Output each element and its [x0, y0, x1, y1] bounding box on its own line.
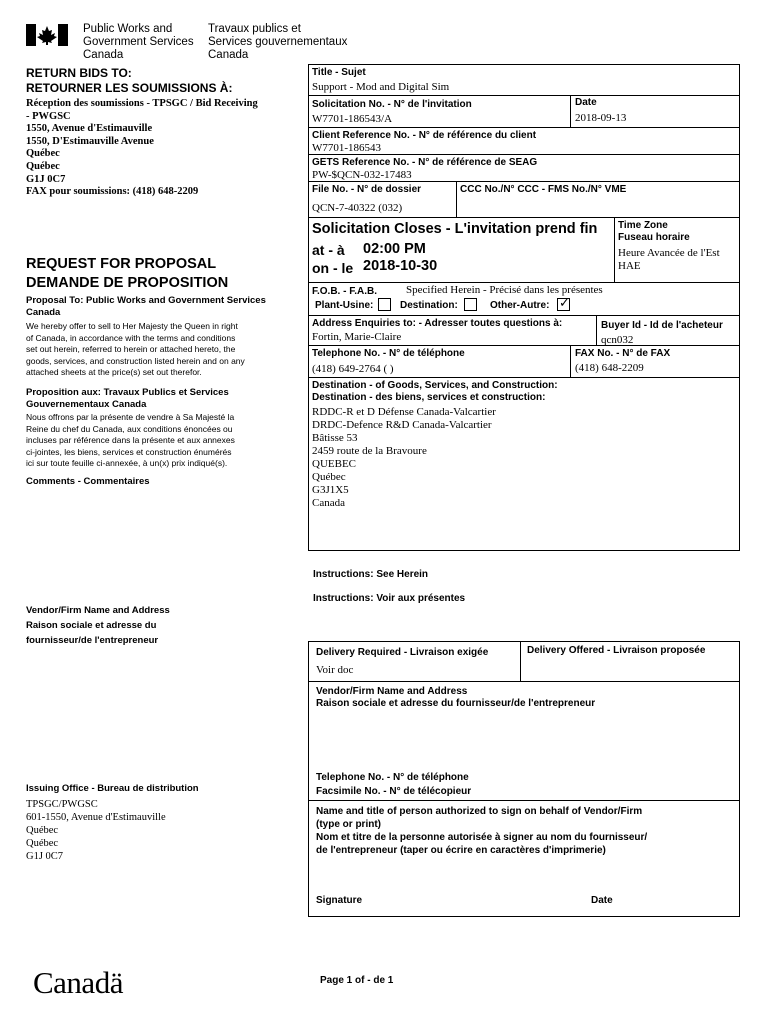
- instructions-en: Instructions: See Herein: [313, 569, 429, 580]
- return-bids-address: Réception des soumissions - TPSGC / Bid Receiving - PWGSC 1550, Avenue d'Estimauville 1550, D'Estimauville Avenue Québec Québec G1J 0C7 FAX pour soumissions: (418) 648-2209: [26, 98, 258, 198]
- destination-checkbox[interactable]: [464, 298, 477, 311]
- delivery-offered-label: Delivery Offered - Livraison proposée: [527, 645, 706, 656]
- department-name-en: Public Works and Government Services Canada: [83, 23, 194, 61]
- buyer-id-value: qcn032: [601, 334, 634, 346]
- plant-usine-label: Plant-Usine:: [315, 300, 374, 311]
- signature-label: Signature: [316, 895, 363, 906]
- canada-wordmark: Canadä: [33, 965, 123, 1000]
- issuing-office-address: TPSGC/PWGSC 601-1550, Avenue d'Estimauville Québec Québec G1J 0C7: [26, 799, 166, 862]
- authorized-person-label: Name and title of person authorized to sign on behalf of Vendor/Firm (type or print) Nom et titre de la personne autorisée à signer au nom du fournisseur/ de l'entrepreneur (taper ou écrire en caractères d'imprimerie): [316, 806, 648, 856]
- delivery-required-label: Delivery Required - Livraison exigée: [316, 647, 489, 658]
- destination-address: RDDC-R et D Défense Canada-Valcartier DRDC-Defence R&D Canada-Valcartier Bâtisse 53 2459 route de la Bravoure QUEBEC Québec G3J1X5 Canada: [312, 406, 496, 509]
- address-enquiries-value: Fortin, Marie-Claire: [312, 331, 402, 343]
- other-autre-checkbox[interactable]: [557, 298, 570, 311]
- time-zone-value: Heure Avancée de l'Est HAE: [618, 247, 720, 272]
- proposition-heading: Proposition aux: Travaux Publics et Services Gouvernementaux Canada: [26, 387, 229, 410]
- title-value: Support - Mod and Digital Sim: [312, 81, 450, 93]
- delivery-required-value: Voir doc: [316, 664, 354, 676]
- other-autre-label: Other-Autre:: [490, 300, 550, 311]
- comments-label: Comments - Commentaires: [26, 476, 150, 487]
- page-number: Page 1 of - de 1: [320, 975, 394, 986]
- fob-value: Specified Herein - Précisé dans les présentes: [406, 284, 603, 296]
- instructions-fr: Instructions: Voir aux présentes: [313, 593, 466, 604]
- rfp-title: REQUEST FOR PROPOSAL DEMANDE DE PROPOSITION: [26, 256, 229, 291]
- check-mark-icon: ✓: [559, 296, 570, 311]
- vendor-phone-fax-label: Telephone No. - N° de téléphone Facsimile No. - N° de télécopieur: [316, 772, 472, 797]
- vendor-name-address-label: Vendor/Firm Name and Address Raison sociale et adresse du fournisseur/de l'entrepreneur: [316, 686, 596, 709]
- client-reference-value: W7701-186543: [312, 142, 382, 154]
- return-bids-title: RETURN BIDS TO: RETOURNER LES SOUMISSIONS À:: [26, 66, 233, 95]
- file-number-value: QCN-7-40322 (032): [312, 202, 403, 214]
- solicitation-closes-title: Solicitation Closes - L'invitation prend fin: [312, 221, 598, 237]
- file-number-label: File No. - N° de dossier: [312, 184, 422, 195]
- proposition-text: Nous offrons par la présente de vendre à Sa Majesté la Reine du chef du Canada, aux conditions énoncées ou incluses par référence dans la présente et aux annexes ci-jointes, les biens, services et construction énumérés ici sur toute feuille ci-annexée, à un(x) prix indiqué(s).: [26, 412, 235, 468]
- solicitation-number-value: W7701-186543/A: [312, 113, 393, 125]
- canada-flag-logo: [26, 24, 68, 46]
- closing-date-label: on - le: [312, 260, 354, 276]
- issuing-office-label: Issuing Office - Bureau de distribution: [26, 783, 199, 794]
- solicitation-number-label: Solicitation No. - N° de l'invitation: [312, 99, 472, 110]
- buyer-id-label: Buyer Id - Id de l'acheteur: [601, 320, 723, 331]
- plant-usine-checkbox[interactable]: [378, 298, 391, 311]
- fax-value: (418) 648-2209: [575, 362, 644, 374]
- date-label: Date: [575, 97, 597, 108]
- signature-date-label: Date: [591, 895, 613, 906]
- destination-goods-label: Destination - of Goods, Services, and Construction: Destination - des biens, services et construction:: [312, 380, 558, 403]
- closing-time-value: 02:00 PM: [363, 241, 426, 257]
- fax-label: FAX No. - N° de FAX: [575, 348, 671, 359]
- gets-reference-label: GETS Reference No. - N° de référence de SEAG: [312, 157, 538, 168]
- gets-reference-value: PW-$QCN-032-17483: [312, 169, 412, 181]
- ccc-number-label: CCC No./N° CCC - FMS No./N° VME: [460, 184, 627, 195]
- date-value: 2018-09-13: [575, 112, 627, 124]
- destination-label: Destination:: [400, 300, 458, 311]
- proposal-to-heading: Proposal To: Public Works and Government Services Canada: [26, 295, 266, 318]
- fob-label: F.O.B. - F.A.B.: [312, 286, 377, 297]
- client-reference-label: Client Reference No. - N° de référence du client: [312, 130, 537, 141]
- vendor-left-label: Vendor/Firm Name and Address Raison sociale et adresse du fournisseur/de l'entrepreneur: [26, 605, 170, 646]
- telephone-label: Telephone No. - N° de téléphone: [312, 348, 465, 359]
- title-label: Title - Sujet: [312, 67, 366, 78]
- time-zone-label: Time Zone Fuseau horaire: [618, 220, 690, 243]
- address-enquiries-label: Address Enquiries to: - Adresser toutes questions à:: [312, 318, 563, 329]
- closing-time-label: at - à: [312, 242, 345, 258]
- closing-date-value: 2018-10-30: [363, 258, 438, 274]
- proposal-to-text: We hereby offer to sell to Her Majesty the Queen in right of Canada, in accordance with the terms and conditions set out herein, referred to herein or attached hereto, the goods, services, and construction listed herein and on any attached sheets at the price(s) set out therefor.: [26, 321, 245, 377]
- telephone-value: (418) 649-2764 ( ): [312, 363, 394, 375]
- department-name-fr: Travaux publics et Services gouvernementaux Canada: [208, 23, 348, 61]
